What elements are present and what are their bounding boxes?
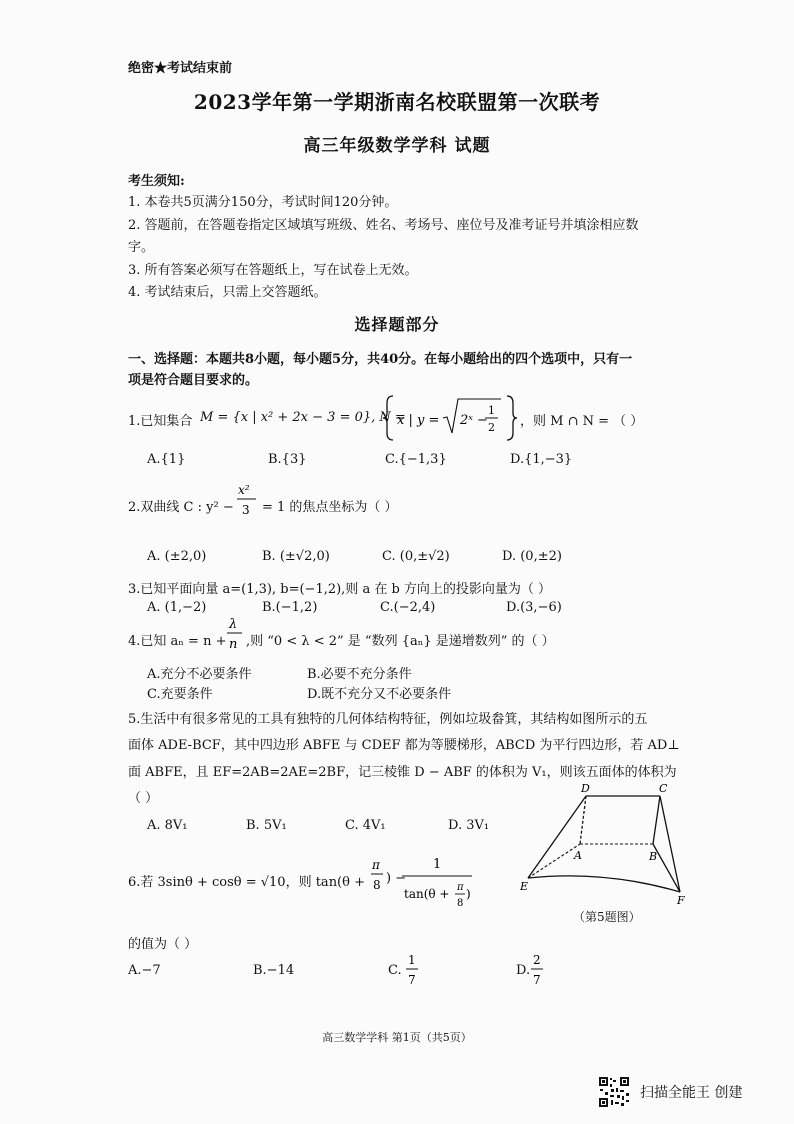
q6-big-den-post: )	[466, 887, 471, 901]
q3-option-d: D.(3,−6)	[506, 600, 562, 615]
q6-stem-prefix: 6.若 3sinθ + cosθ = √10，则 tan(θ +	[128, 875, 365, 890]
q6-pi-fraction	[370, 855, 384, 895]
notice-heading: 考生须知:	[128, 174, 185, 189]
q1-option-d: D.{1,−3}	[510, 452, 573, 467]
q6-option-a: A.−7	[128, 963, 161, 978]
q6-reciprocal-fraction	[400, 852, 476, 916]
q1-option-a: A.{1}	[147, 452, 186, 467]
q5-line3: 面 ABFE，且 EF=2AB=2AE=2BF，记三棱锥 D − ABF 的体积为 V₁，则该五面体的体积为	[128, 765, 677, 780]
q6-pi-num: π	[372, 858, 380, 872]
q6-option-c-label: C.	[388, 963, 402, 978]
figure-label-e: E	[520, 880, 529, 893]
q5-option-c: C. 4V₁	[345, 818, 386, 833]
q6-stem-mid: ) −	[386, 871, 407, 886]
q3-option-b: B.(−1,2)	[262, 600, 318, 615]
q6-option-d-label: D.	[516, 963, 531, 978]
page-footer: 高三数学学科 第1页（共5页）	[322, 1031, 472, 1044]
q6-opt-c-num: 1	[408, 953, 416, 967]
q1-set-m: M = {x | x² + 2x − 3 = 0}, N =	[200, 410, 406, 425]
q4-option-c: C.充要条件	[147, 687, 213, 702]
q4-fraction	[226, 614, 244, 654]
q5-option-a: A. 8V₁	[147, 818, 188, 833]
q5-line1: 5.生活中有很多常见的工具有独特的几何体结构特征，例如垃圾畚箕，其结构如图所示的五	[128, 712, 648, 727]
q5-figure-pentahedron	[510, 780, 690, 905]
q6-big-den-pre: tan(θ +	[404, 887, 450, 901]
q4-stem-suffix: ,则 “0 < λ < 2” 是 “数列 {aₙ} 是递增数列” 的（ ）	[246, 634, 555, 649]
q4-option-b: B.必要不充分条件	[307, 667, 412, 682]
q6-opt-c-den: 7	[408, 973, 416, 987]
q5-option-d: D. 3V₁	[448, 818, 490, 833]
scanner-watermark: 扫描全能王 创建	[640, 1085, 743, 1101]
q6-opt-d-num: 2	[533, 953, 541, 967]
section-heading: 选择题部分	[354, 315, 440, 334]
q6-option-c-fraction	[405, 950, 419, 990]
notice-item: 1. 本卷共5页满分150分，考试时间120分钟。	[128, 195, 398, 210]
q1-half-num: 1	[488, 404, 495, 417]
q5-option-b: B. 5V₁	[246, 818, 287, 833]
q1-stem-prefix: 1.已知集合	[128, 414, 193, 429]
q2-frac-num: x²	[238, 483, 250, 497]
q4-stem-prefix: 4.已知 aₙ = n +	[128, 634, 227, 649]
q1-set-n-left: x | y =	[397, 413, 440, 428]
q6-option-d-fraction	[530, 950, 544, 990]
figure-label-b: B	[649, 850, 658, 863]
q6-pi-den: 8	[373, 878, 381, 892]
notice-item: 3. 所有答案必须写在答题纸上，写在试卷上无效。	[128, 263, 418, 278]
notice-item: 字。	[128, 240, 155, 255]
q2-option-d: D. (0,±2)	[502, 549, 562, 564]
q1-option-b: B.{3}	[268, 452, 307, 467]
q1-stem-suffix: ，则 M ∩ N = （ ）	[520, 414, 644, 429]
section-intro-line1: 一、选择题：本题共8小题，每小题5分，共40分。在每小题给出的四个选项中，只有一	[128, 352, 633, 367]
q2-stem-suffix: = 1 的焦点坐标为（ ）	[262, 500, 398, 515]
q1-option-c: C.{−1,3}	[385, 452, 447, 467]
q5-line2: 面体 ADE-BCF，其中四边形 ABFE 与 CDEF 都为等腰梯形，ABCD 为平行四边形，若 AD⊥	[128, 738, 680, 753]
section-intro-line2: 项是符合题目要求的。	[128, 373, 259, 388]
q6-opt-d-den: 7	[533, 973, 541, 987]
q2-stem-prefix: 2.双曲线 C : y² −	[128, 500, 234, 515]
q2-option-b: B. (±√2,0)	[262, 549, 330, 564]
figure-label-d: D	[581, 782, 590, 795]
q3-stem: 3.已知平面向量 a=(1,3), b=(−1,2),则 a 在 b 方向上的投影向量为（ ）	[128, 582, 552, 597]
q6-big-num: 1	[433, 857, 442, 872]
q3-option-a: A. (1,−2)	[147, 600, 207, 615]
q6-big-den-pi-num: π	[457, 882, 464, 893]
qr-code-icon	[598, 1076, 630, 1108]
q6-option-b: B.−14	[253, 963, 295, 978]
exam-subtitle: 高三年级数学学科 试题	[303, 136, 491, 156]
confidential-label: 绝密★考试结束前	[128, 61, 233, 76]
q3-option-c: C.(−2,4)	[380, 600, 436, 615]
q2-option-a: A. (±2,0)	[147, 549, 207, 564]
q4-option-d: D.既不充分又不必要条件	[307, 687, 452, 702]
notice-item: 4. 考试结束后，只需上交答题纸。	[128, 285, 327, 300]
q6-line2: 的值为（ ）	[128, 937, 198, 952]
exam-title: 2023学年第一学期浙南名校联盟第一次联考	[193, 90, 601, 114]
q5-line4: （ ）	[128, 791, 159, 806]
q4-option-a: A.充分不必要条件	[147, 667, 252, 682]
q5-figure-caption: （第5题图）	[573, 910, 641, 924]
q6-big-den-pi-den: 8	[457, 898, 464, 909]
figure-label-c: C	[659, 782, 668, 795]
q2-fraction	[236, 480, 258, 520]
q1-radicand: 2ˣ −	[460, 413, 488, 428]
figure-label-a: A	[574, 849, 582, 862]
q2-option-c: C. (0,±√2)	[382, 549, 450, 564]
figure-label-f: F	[677, 894, 685, 905]
notice-item: 2. 答题前，在答题卷指定区域填写班级、姓名、考场号、座位号及准考证号并填涂相应数	[128, 218, 639, 233]
q4-frac-den: n	[229, 637, 238, 652]
q4-frac-num: λ	[229, 617, 238, 632]
q1-half-den: 2	[488, 421, 495, 434]
q1-set-n-formula	[383, 393, 518, 443]
q2-frac-den: 3	[242, 503, 250, 517]
